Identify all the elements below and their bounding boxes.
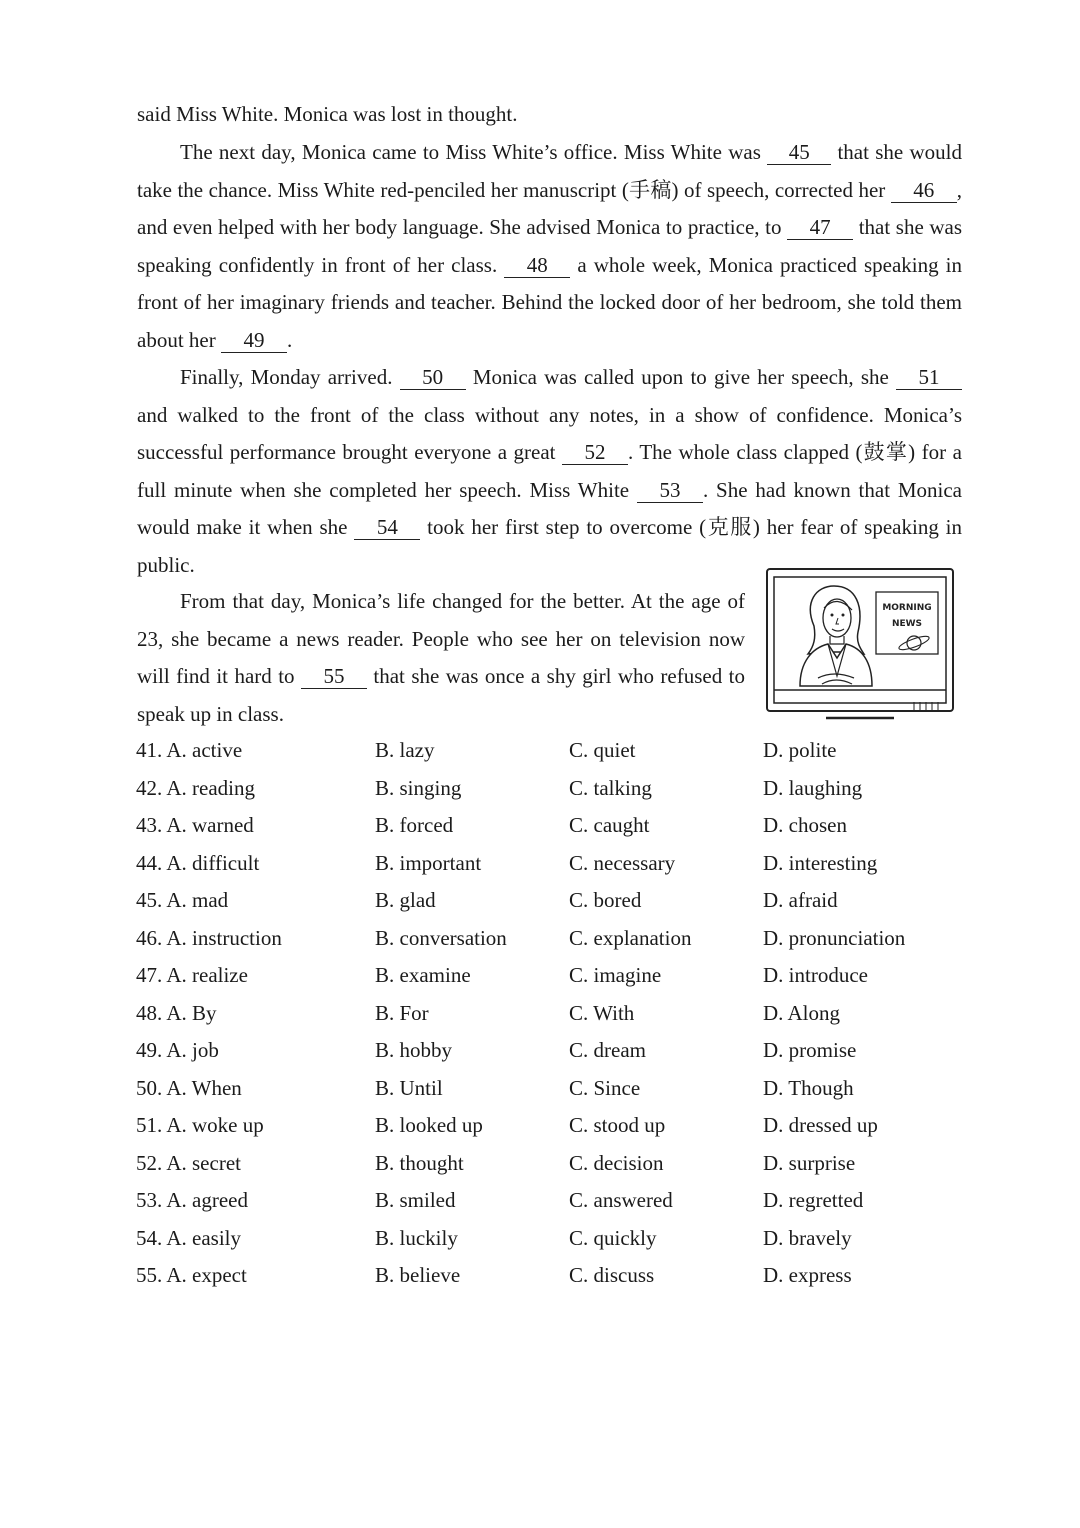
option-c: C. decision bbox=[569, 1150, 664, 1175]
option-row-50 bbox=[136, 1070, 966, 1108]
option-c: C. discuss bbox=[569, 1263, 655, 1287]
option-a: 51. A. woke up bbox=[136, 1113, 264, 1137]
answer-options bbox=[136, 732, 966, 1295]
option-d: D. chosen bbox=[763, 813, 847, 837]
option-row-49 bbox=[136, 1032, 966, 1070]
option-c: C. talking bbox=[569, 775, 652, 800]
answer-blank-51: 51 bbox=[896, 365, 962, 390]
option-row-45 bbox=[136, 882, 966, 920]
option-a: 47. A. realize bbox=[136, 963, 248, 987]
option-d: D. interesting bbox=[763, 850, 878, 875]
option-b: B. lazy bbox=[375, 738, 435, 762]
answer-blank-52: 52 bbox=[562, 440, 628, 465]
option-row-53 bbox=[136, 1182, 966, 1220]
option-b: B. important bbox=[375, 850, 482, 875]
option-b: B. conversation bbox=[375, 925, 507, 950]
option-d: D. promise bbox=[763, 1038, 857, 1062]
option-a: 41. A. active bbox=[136, 738, 243, 762]
option-row-43 bbox=[136, 807, 966, 845]
option-row-46 bbox=[136, 920, 966, 958]
option-d: D. pronunciation bbox=[763, 925, 906, 950]
paragraph-text: . bbox=[286, 327, 293, 352]
option-b: B. hobby bbox=[375, 1038, 453, 1062]
option-b: B. glad bbox=[375, 888, 436, 912]
option-c: C. caught bbox=[569, 813, 650, 837]
option-c: C. explanation bbox=[569, 925, 692, 950]
option-c: C. dream bbox=[569, 1038, 646, 1062]
option-c: C. answered bbox=[569, 1188, 673, 1212]
paragraph-3 bbox=[137, 359, 962, 584]
option-b: B. forced bbox=[375, 813, 454, 837]
sign-text-morning: MORNING bbox=[882, 603, 932, 613]
option-b: B. looked up bbox=[375, 1113, 483, 1137]
option-c: C. necessary bbox=[569, 850, 676, 875]
paragraph-text: Finally, Monday arrived. bbox=[180, 365, 393, 389]
option-d: D. afraid bbox=[763, 888, 838, 912]
option-row-42 bbox=[136, 770, 966, 808]
option-a: 44. A. difficult bbox=[136, 850, 260, 875]
answer-blank-45: 45 bbox=[767, 140, 831, 165]
answer-blank-47: 47 bbox=[787, 215, 853, 240]
option-d: D. introduce bbox=[763, 963, 868, 987]
option-a: 43. A. warned bbox=[136, 813, 254, 837]
option-c: C. bored bbox=[569, 888, 642, 912]
option-d: D. surprise bbox=[763, 1150, 856, 1175]
option-b: B. For bbox=[375, 1000, 429, 1025]
option-a: 45. A. mad bbox=[136, 888, 229, 912]
paragraph-text: . The whole class clapped (鼓掌) for a full minute when she completed her speech. Miss White bbox=[137, 440, 962, 502]
option-a: 55. A. expect bbox=[136, 1263, 247, 1287]
answer-blank-54: 54 bbox=[354, 515, 420, 540]
paragraph-text: , and even helped with her body language. She advised Monica to practice, to bbox=[137, 177, 962, 239]
paragraph-text: . She had known that Monica would make it when she bbox=[137, 477, 963, 539]
option-b: B. Until bbox=[375, 1075, 443, 1100]
option-a: 53. A. agreed bbox=[136, 1188, 248, 1212]
paragraph-text: a whole week, Monica practiced speaking in front of her imaginary friends and teacher. Behind the locked door of her bedroom, she told them about her bbox=[137, 252, 963, 352]
option-row-44 bbox=[136, 845, 966, 883]
paragraph-text: The next day, Monica came to Miss White’s office. Miss White was bbox=[180, 140, 761, 164]
option-a: 42. A. reading bbox=[136, 775, 255, 800]
paragraph-text: took her first step to overcome (克服) her fear of speaking in public. bbox=[137, 515, 963, 577]
option-b: B. smiled bbox=[375, 1188, 456, 1212]
answer-blank-49: 49 bbox=[221, 328, 287, 353]
option-a: 52. A. secret bbox=[136, 1150, 241, 1175]
option-row-48 bbox=[136, 995, 966, 1033]
option-c: C. With bbox=[569, 1000, 635, 1025]
option-row-52 bbox=[136, 1145, 966, 1183]
option-c: C. quickly bbox=[569, 1225, 657, 1250]
answer-blank-53: 53 bbox=[637, 478, 703, 503]
answer-blank-50: 50 bbox=[400, 365, 466, 390]
option-row-51 bbox=[136, 1107, 966, 1145]
option-row-55 bbox=[136, 1257, 966, 1295]
option-d: D. Though bbox=[763, 1075, 854, 1100]
paragraph-4 bbox=[137, 583, 745, 733]
paragraph-text: that she was once a shy girl who refused to speak up in class. bbox=[137, 664, 745, 726]
option-d: D. polite bbox=[763, 738, 837, 762]
option-d: D. express bbox=[763, 1263, 852, 1287]
option-d: D. laughing bbox=[763, 775, 863, 800]
option-b: B. singing bbox=[375, 775, 462, 800]
option-d: D. Along bbox=[763, 1000, 841, 1025]
paragraph-text: that she was speaking confidently in front of her class. bbox=[137, 215, 963, 277]
paragraph-1 bbox=[137, 96, 962, 134]
option-d: D. bravely bbox=[763, 1225, 852, 1250]
option-b: B. thought bbox=[375, 1150, 464, 1175]
option-row-54 bbox=[136, 1220, 966, 1258]
paragraph-2 bbox=[137, 134, 962, 359]
answer-blank-46: 46 bbox=[891, 178, 957, 203]
option-a: 46. A. instruction bbox=[136, 925, 282, 950]
option-row-47 bbox=[136, 957, 966, 995]
option-b: B. believe bbox=[375, 1263, 461, 1287]
option-d: D. regretted bbox=[763, 1188, 864, 1212]
option-c: C. imagine bbox=[569, 963, 662, 987]
option-c: C. Since bbox=[569, 1075, 641, 1100]
option-c: C. quiet bbox=[569, 738, 636, 762]
option-a: 48. A. By bbox=[136, 1000, 217, 1025]
option-d: D. dressed up bbox=[763, 1113, 878, 1137]
option-c: C. stood up bbox=[569, 1113, 666, 1137]
option-a: 54. A. easily bbox=[136, 1225, 241, 1250]
paragraph-text: and walked to the front of the class without any notes, in a show of confidence. Monica’s successful performance brought everyone a great bbox=[137, 402, 962, 464]
option-a: 50. A. When bbox=[136, 1075, 242, 1100]
sign-text-news: NEWS bbox=[891, 619, 923, 629]
paragraph-text: said Miss White. Monica was lost in thought. bbox=[137, 102, 518, 126]
option-b: B. luckily bbox=[375, 1225, 458, 1250]
paragraph-text: From that day, Monica’s life changed for the better. At the age of 23, she became a news reader. People who see her on television now will find it hard to bbox=[137, 589, 745, 688]
answer-blank-55: 55 bbox=[301, 664, 367, 689]
option-a: 49. A. job bbox=[136, 1038, 219, 1062]
paragraph-text: Monica was called upon to give her speech, she bbox=[472, 365, 889, 389]
option-b: B. examine bbox=[375, 963, 471, 987]
option-row-41 bbox=[136, 732, 966, 770]
news-reader-illustration bbox=[764, 566, 956, 722]
answer-blank-48: 48 bbox=[504, 253, 570, 278]
paragraph-text: that she would take the chance. Miss White red-penciled her manuscript (手稿) of speech, corrected her bbox=[137, 140, 963, 202]
